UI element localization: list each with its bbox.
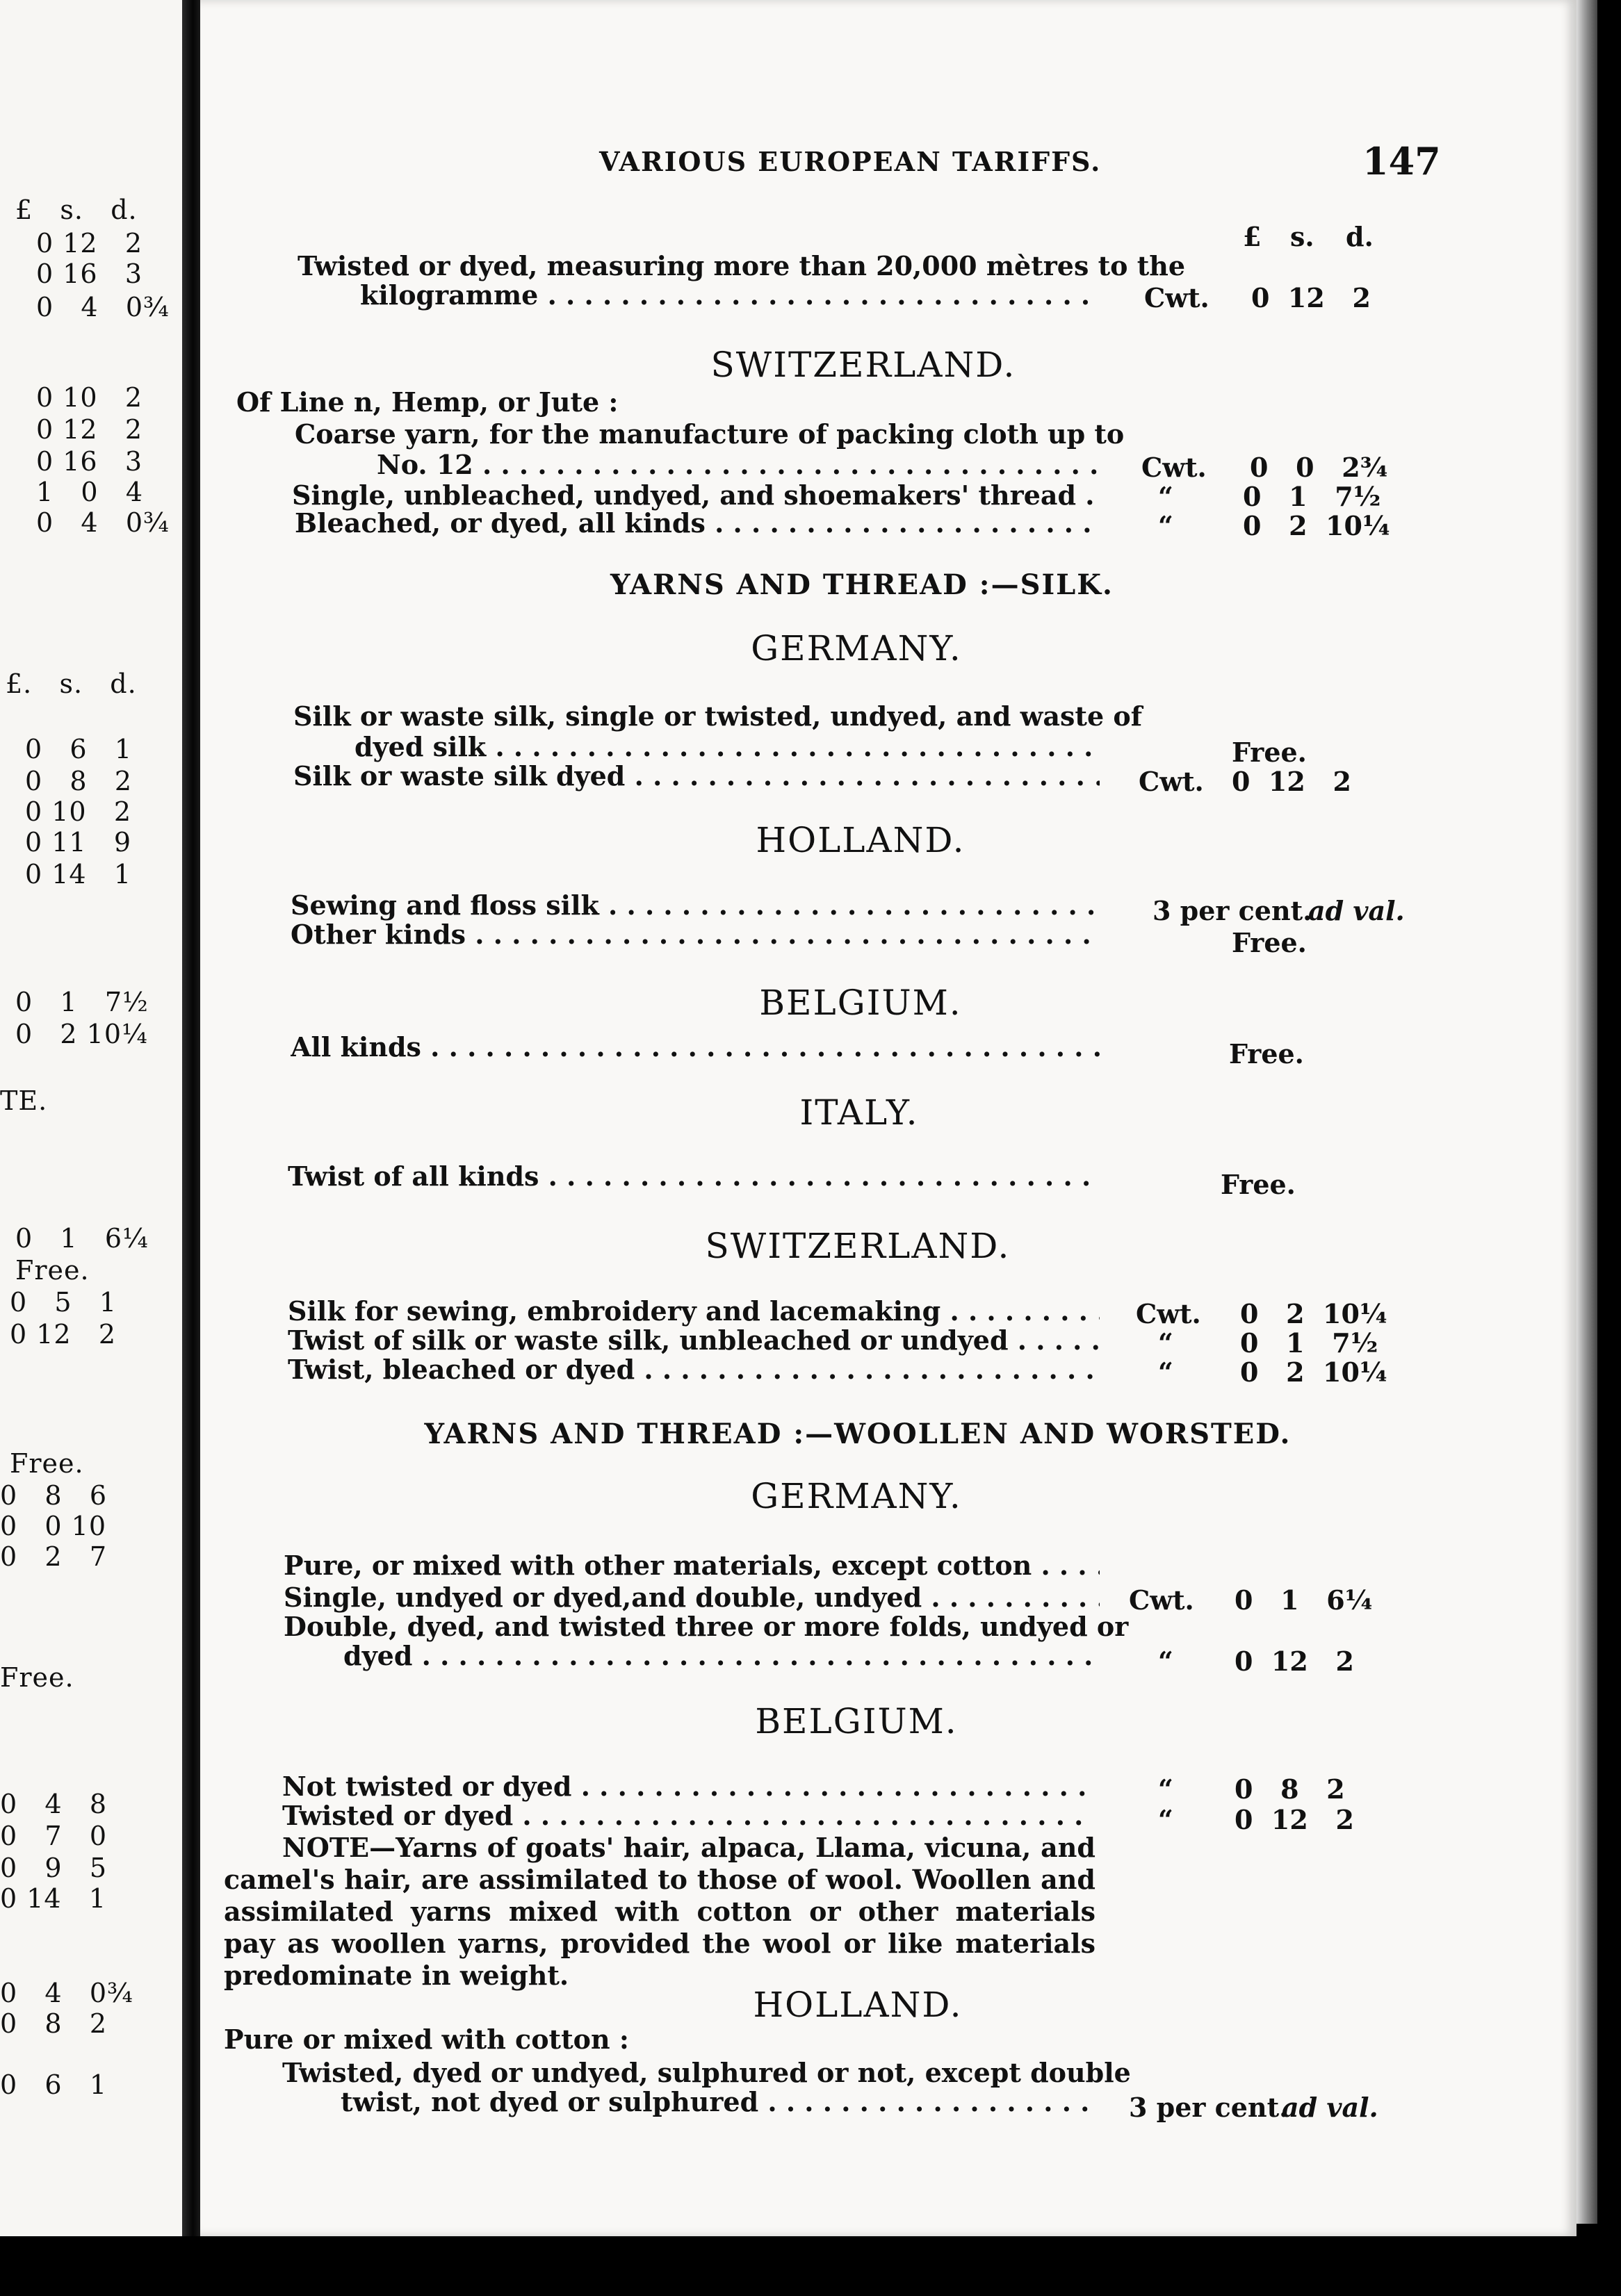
- entry-amount: Free.: [1221, 1169, 1296, 1200]
- running-header: VARIOUS EUROPEAN TARIFFS.: [599, 146, 1102, 177]
- entry-desc: No. 12 . . .: [377, 449, 1100, 480]
- country-heading: GERMANY.: [751, 1476, 962, 1516]
- page-number: 147: [1362, 139, 1441, 183]
- entry-unit: Cwt.: [1144, 282, 1209, 313]
- entry-amount: 0 0 2¾: [1250, 452, 1388, 483]
- entry-amount: Free.: [1232, 927, 1307, 958]
- entry-desc: twist, not dyed or sulphured . . .: [341, 2086, 1093, 2117]
- left-line: 0 8 2: [0, 2008, 108, 2039]
- entry-amount: 0 8 2: [1235, 1773, 1345, 1805]
- entry-line: Double, dyed, and twisted three or more folds, undyed or: [284, 1611, 1129, 1642]
- left-line: 0 1 7½: [15, 987, 149, 1017]
- left-line: 0 0 10: [0, 1511, 107, 1541]
- left-line: 0 16 3: [36, 259, 143, 289]
- pounds-col-head: £: [1243, 221, 1262, 252]
- left-line: 0 16 3: [36, 446, 143, 477]
- left-line: TE.: [0, 1085, 48, 1116]
- entry-desc: Silk or waste silk dyed . . .: [293, 760, 1100, 792]
- section-heading: YARNS AND THREAD :—WOOLLEN AND WORSTED.: [424, 1418, 1292, 1450]
- entry-amount: 0 1 7½: [1240, 1327, 1378, 1359]
- left-line: Free.: [0, 1662, 74, 1693]
- entry-desc: Sewing and floss silk . . .: [291, 889, 1100, 921]
- shillings-col-head: s.: [1290, 221, 1314, 252]
- ad-val: ad val.: [1282, 2092, 1378, 2123]
- entry-unit: Cwt.: [1139, 766, 1204, 797]
- entry-amount: 0 1 6¼: [1235, 1584, 1373, 1616]
- entry-amount: Free.: [1229, 1038, 1304, 1069]
- entry-amount: 0 12 2: [1235, 1804, 1354, 1835]
- left-line: 0 6 1: [25, 734, 133, 764]
- entry-desc: Silk for sewing, embroidery and lacemaking . . .: [288, 1295, 1100, 1327]
- entry-amount: 0 12 2: [1232, 766, 1351, 797]
- entry-desc: Bleached, or dyed, all kinds . . .: [295, 507, 1100, 539]
- entry-desc: Single, undyed or dyed,and double, undyed . . .: [284, 1582, 1100, 1613]
- ditto-mark: “: [1158, 1356, 1173, 1388]
- left-line: 0 8 6: [0, 1480, 108, 1511]
- entry-amount: 0 2 10¼: [1240, 1298, 1387, 1329]
- entry-desc: kilogramme . . .: [360, 279, 1100, 311]
- left-line: 0 5 1: [10, 1287, 117, 1318]
- page-edge: [1577, 0, 1597, 2224]
- left-line: Free.: [15, 1255, 90, 1286]
- ditto-mark: “: [1158, 481, 1173, 512]
- entry-desc: Twist of all kinds . . .: [288, 1161, 1100, 1192]
- left-line: 0 2 10¼: [15, 1019, 148, 1049]
- country-heading: ITALY.: [799, 1092, 919, 1133]
- group-label: Pure or mixed with cotton :: [224, 2024, 629, 2055]
- left-line: 0 9 5: [0, 1853, 108, 1883]
- entry-line: Silk or waste silk, single or twisted, undyed, and waste of: [293, 700, 1143, 732]
- pence-col-head: d.: [1346, 221, 1374, 252]
- left-line: 0 8 2: [25, 766, 133, 796]
- entry-desc: Other kinds . . .: [291, 919, 1100, 950]
- entry-desc: dyed . . .: [343, 1640, 1100, 1671]
- ditto-mark: “: [1158, 1773, 1173, 1805]
- left-line: 0 12 2: [36, 228, 143, 259]
- country-heading: SWITZERLAND.: [705, 1226, 1011, 1266]
- entry-amount: 0 1 7½: [1243, 481, 1381, 512]
- ad-val: ad val.: [1308, 895, 1405, 926]
- ditto-mark: “: [1158, 1327, 1173, 1359]
- country-heading: HOLLAND.: [756, 820, 966, 860]
- left-line: 0 4 0¾: [36, 507, 170, 538]
- left-line: 0 12 2: [36, 414, 143, 445]
- entry-desc: Twist of silk or waste silk, unbleached or undyed . . .: [288, 1325, 1100, 1356]
- left-line: 0 10 2: [25, 796, 132, 827]
- entry-amount: 3 per cent.: [1152, 895, 1312, 926]
- country-heading: GERMANY.: [751, 628, 962, 669]
- left-line: 1 0 4: [36, 477, 144, 507]
- left-line: 0 10 2: [36, 382, 143, 413]
- entry-unit: Cwt.: [1136, 1298, 1201, 1329]
- ditto-mark: “: [1158, 1804, 1173, 1835]
- note-paragraph: NOTE—Yarns of goats' hair, alpaca, Llama, vicuna, and camel's hair, are assimilated to those of wool. Woollen and assimilated yarns mixed with cotton or other materials pay as woollen yarns, provided the wool or like materials predominate in weight.: [224, 1832, 1095, 1991]
- left-line: 0 1 6¼: [15, 1223, 149, 1254]
- left-line: 0 14 1: [0, 1883, 107, 1914]
- entry-desc: Not twisted or dyed . . .: [282, 1771, 1093, 1802]
- left-line: 0 4 0¾: [36, 292, 170, 322]
- entry-amount: 0 12 2: [1251, 282, 1371, 313]
- entry-desc: Twist, bleached or dyed . . .: [288, 1354, 1100, 1385]
- entry-amount: 0 12 2: [1235, 1646, 1354, 1677]
- left-page-fragment: [0, 0, 182, 2236]
- page-147: [200, 0, 1577, 2236]
- country-heading: BELGIUM.: [759, 983, 962, 1023]
- left-line: 0 4 0¾: [0, 1978, 133, 2008]
- entry-desc: Single, unbleached, undyed, and shoemakers' thread . . .: [292, 479, 1100, 511]
- left-line: 0 4 8: [0, 1789, 108, 1819]
- section-heading: YARNS AND THREAD :—SILK.: [610, 568, 1114, 601]
- entry-amount: 0 2 10¼: [1240, 1356, 1387, 1388]
- ditto-mark: “: [1158, 1646, 1173, 1677]
- entry-unit: Cwt.: [1129, 1584, 1194, 1616]
- entry-desc: dyed silk . . .: [355, 731, 1100, 762]
- entry-amount: 3 per cent.: [1129, 2092, 1289, 2123]
- left-col-head: £ s. d.: [15, 195, 138, 225]
- country-heading: SWITZERLAND.: [710, 345, 1016, 385]
- left-line: 0 11 9: [25, 827, 132, 858]
- left-col-head: £. s. d.: [6, 669, 137, 699]
- ditto-mark: “: [1158, 510, 1173, 541]
- left-line: 0 2 7: [0, 1541, 108, 1572]
- left-line: 0 14 1: [25, 859, 132, 889]
- entry-desc: Twisted or dyed . . .: [282, 1800, 1093, 1831]
- entry-desc: Pure, or mixed with other materials, except cotton . . .: [284, 1550, 1100, 1581]
- entry-amount: Free.: [1232, 737, 1307, 768]
- group-label: Of Line n, Hemp, or Jute :: [236, 386, 619, 418]
- left-line: 0 12 2: [10, 1319, 117, 1350]
- country-heading: BELGIUM.: [755, 1701, 958, 1741]
- left-line: 0 6 1: [0, 2069, 108, 2100]
- entry-line: Twisted, dyed or undyed, sulphured or not, except double: [282, 2057, 1131, 2088]
- left-line: 0 7 0: [0, 1821, 108, 1851]
- entry-desc: All kinds . . .: [291, 1031, 1100, 1063]
- entry-unit: Cwt.: [1141, 452, 1207, 483]
- entry-line: Twisted or dyed, measuring more than 20,000 mètres to the: [298, 250, 1186, 281]
- country-heading: HOLLAND.: [753, 1985, 963, 2025]
- entry-line: Coarse yarn, for the manufacture of packing cloth up to: [295, 418, 1125, 450]
- entry-amount: 0 2 10¼: [1243, 510, 1390, 541]
- left-line: Free.: [10, 1448, 84, 1479]
